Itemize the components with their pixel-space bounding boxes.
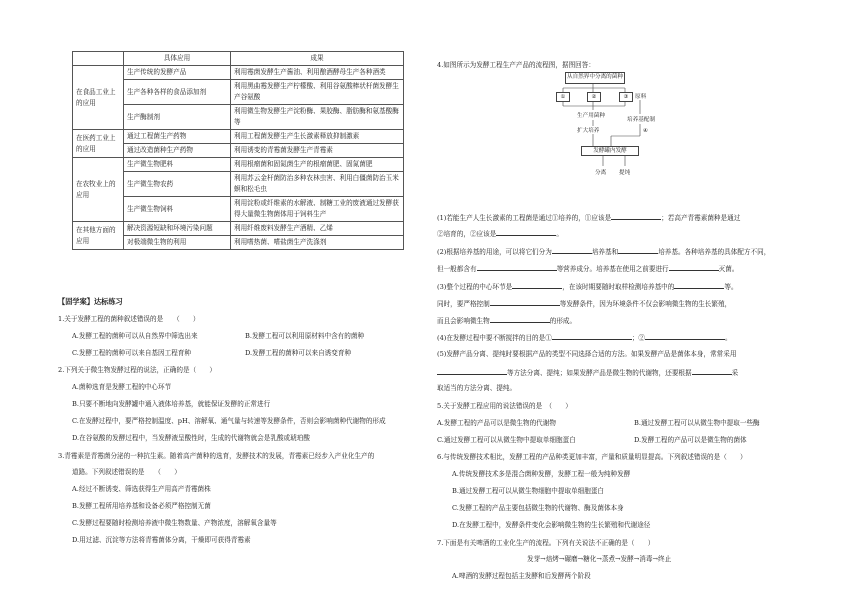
- result-cell: 利用纤维废料发酵生产酒精、乙烯: [231, 222, 404, 236]
- result-cell: 利用霉菌发酵生产酱油、利用酿酒酵母生产各种酒类: [231, 66, 404, 80]
- q4-stem: 4.如图所示为发酵工程生产产品的流程图，据图回答：: [437, 61, 595, 69]
- q4-part2-line1: (2)根据培养基的用途，可以将它们分为 培养基和 培养基。各种培养基的具体配方不同，: [437, 245, 770, 257]
- q6-option-b: B.通过发酵工程可以从微生物细胞中提取单细胞蛋白: [452, 487, 605, 495]
- q3-stem-line1: 3.青霉素是青霉菌分泌的一种抗生素。随着高产菌种的选育，发酵技术的发展，青霉素已经步入产业化生产的: [58, 452, 375, 460]
- app-cell: 生产微生物饲料: [124, 197, 231, 222]
- area-cell: 在医药工业上的应用: [73, 130, 124, 158]
- q4-part2-line2: 但一般都含有 等营养成分。培养基在使用之前要进行 灭菌。: [437, 262, 738, 274]
- q3-stem-line2: 道路。下列叙述错误的是 （ ）: [72, 468, 181, 476]
- q1-option-a: A.发酵工程的菌种可以从自然界中筛选出来: [72, 332, 198, 340]
- flow-label-medium: 培养基配制: [627, 117, 655, 123]
- flow-node-2: ②: [587, 92, 601, 102]
- q7-flow: 发芽→焙烤→碾磨→糖化→蒸煮→发酵→消毒→终止: [527, 555, 672, 563]
- q4-part3-line1: (3)整个过程的中心环节是 ，在该时期要随时取样检测培养基中的 等。: [437, 280, 738, 292]
- q7-stem: 7.下面是有关啤酒的工业化生产的流程。下列有关说法不正确的是（ ）: [437, 539, 655, 547]
- result-cell: 利用嗜热菌、嗜盐菌生产洗涤剂: [231, 236, 404, 250]
- q1-option-b: B.发酵工程可以利用原材料中含有的菌种: [245, 332, 365, 340]
- q5-stem: 5.关于发酵工程应用的说法错误的是 （ ）: [437, 402, 572, 410]
- app-cell: 生产传统的发酵产品: [124, 66, 231, 80]
- q6-stem: 6.与传统发酵技术相比，发酵工程的产品种类更加丰富，产量和质量明显提高。下列叙述错误的是（ ）: [437, 453, 747, 461]
- q5-option-c: C.通过发酵工程可以从微生物中提取单细胞蛋白: [437, 436, 576, 444]
- app-cell: 对极端微生物的利用: [124, 236, 231, 250]
- table-header-row: [73, 52, 404, 66]
- q4-part5-line1: (5)发酵产品分离、提纯时要根据产品的类型不同选择合适的方法。如果发酵产品是菌体本身，常常采用: [437, 350, 737, 358]
- table-row: [73, 66, 404, 80]
- q2-option-c: C.在发酵过程中，要严格控制温度、pH、溶解氧、通气量与转速等发酵条件，否则会影响菌种代谢物的形成: [72, 417, 386, 425]
- q4-part5-line3: 取适当的方法分离、提纯。: [437, 384, 517, 392]
- table-row: [73, 130, 404, 144]
- q6-option-a: A.传统发酵技术多是混合菌种发酵，发酵工程一般为纯种发酵: [452, 470, 631, 478]
- flow-label-raw: 原料: [635, 94, 647, 100]
- result-cell: 利用微生物发酵生产淀粉酶、果胶酶、脂肪酶和氨基酸酶等: [231, 105, 404, 130]
- q4-part4: (4)在发酵过程中要不断搅拌的目的是① ；② 。: [437, 331, 732, 343]
- result-cell: 利用黑曲霉发酵生产柠檬酸、利用谷氨酸棒状杆菌发酵生产谷氨酸: [231, 80, 404, 105]
- app-cell: 通过工程菌生产药物: [124, 130, 231, 144]
- table-header-result: 成果: [231, 52, 404, 66]
- q1-stem: 1.关于发酵工程的菌种叙述错误的是 （ ）: [58, 315, 200, 323]
- q1-option-c: C.发酵工程的菌种可以来自基因工程育种: [72, 349, 191, 357]
- app-cell: 生产微生物农药: [124, 172, 231, 197]
- area-cell: 在食品工业上的应用: [73, 66, 124, 130]
- q6-option-d: D.在发酵工程中，发酵条件变化会影响微生物的生长繁殖和代谢途径: [452, 521, 651, 529]
- q3-option-d: D.用过滤、沉淀等方法将青霉菌体分离，干燥即可获得青霉素: [72, 536, 251, 544]
- result-cell: 利用工程菌发酵生产生长激素释放抑制激素: [231, 130, 404, 144]
- result-cell: 利用苏云金杆菌防治多种农林虫害、利用白僵菌防治玉米螟和松毛虫: [231, 172, 404, 197]
- q5-option-a: A.发酵工程的产品可以是微生物的代谢物: [437, 419, 556, 427]
- flow-top-box: 从自然界中分离的菌种: [565, 72, 625, 84]
- flow-label-production-strain: 生产用菌种: [577, 113, 605, 119]
- flow-label-4: ④: [643, 128, 649, 134]
- app-cell: 生产各种各样的食品添加剂: [124, 80, 231, 105]
- app-cell: 通过改造菌种生产药物: [124, 144, 231, 158]
- q6-option-c: C.发酵工程的产品主要包括微生物的代谢物、酶及菌体本身: [452, 504, 624, 512]
- q4-part1-line1: (1)若能生产人生长激素的工程菌是通过①培养的，①应该是 ；若高产青霉素菌种是通过: [437, 211, 740, 223]
- q3-option-b: B.发酵工程所用培养基和设备必须严格控制无菌: [72, 502, 211, 510]
- q4-part3-line2: 同时，要严格控制 等发酵条件，因为环境条件不仅会影响微生物的生长繁殖，: [437, 297, 731, 309]
- q3-option-c: C.发酵过程要随时检测培养液中微生物数量、产物浓度，溶解氧含量等: [72, 519, 277, 527]
- flow-node-1: ①: [556, 92, 570, 102]
- application-table: [72, 51, 404, 250]
- area-cell: 在其他方面的应用: [73, 222, 124, 250]
- flow-label-separate: 分离: [595, 170, 607, 176]
- area-cell: 在农牧业上的应用: [73, 158, 124, 222]
- q3-option-a: A.经过不断诱变、筛选获得生产用高产青霉菌株: [72, 485, 211, 493]
- result-cell: 利用淀粉或纤维素的水解液、制糖工业的废液通过发酵获得大量微生物菌体用于饲料生产: [231, 197, 404, 222]
- result-cell: 利用根瘤菌和固氮菌生产的根瘤菌肥、固氮菌肥: [231, 158, 404, 172]
- flow-node-3: ③: [619, 92, 633, 102]
- q4-part3-line3: 而且会影响微生物 的形成。: [437, 314, 576, 326]
- table-row: [73, 222, 404, 236]
- result-cell: 利用诱变的青霉菌发酵生产青霉素: [231, 144, 404, 158]
- flowchart-arrows: [555, 70, 695, 180]
- app-cell: 解决资源短缺和环境污染问题: [124, 222, 231, 236]
- fermentation-flowchart: [555, 70, 695, 180]
- table-header-app: 具体应用: [124, 52, 231, 66]
- app-cell: 生产酶制剂: [124, 105, 231, 130]
- q4-part5-line2: 等方法分离、提纯；如果发酵产品是微生物的代谢物，还要根据 采: [437, 366, 738, 378]
- q5-option-d: D.发酵工程的产品可以是微生物的菌体: [634, 436, 747, 444]
- table-row: [73, 158, 404, 172]
- q2-option-d: D.在谷氨酸的发酵过程中，当发酵液呈酸性时，生成的代谢物就会是乳酸或琥珀酸: [72, 434, 310, 442]
- q2-option-a: A.菌种选育是发酵工程的中心环节: [72, 383, 172, 391]
- q5-option-b: B.通过发酵工程可以从微生物中提取一些酶: [634, 419, 760, 427]
- section-title: 【固学案】达标练习: [58, 297, 123, 306]
- flow-label-purify: 提纯: [619, 170, 631, 176]
- q1-option-d: D.发酵工程的菌种可以来自诱变育种: [245, 349, 352, 357]
- app-cell: 生产微生物肥料: [124, 158, 231, 172]
- q2-stem: 2.下列关于微生物发酵过程的说法，正确的是（ ）: [58, 366, 216, 374]
- q2-option-b: B.只要不断地向发酵罐中通入液体培养基，就能保证发酵的正常进行: [72, 400, 271, 408]
- q7-option-a: A.啤酒的发酵过程包括主发酵和后发酵两个阶段: [452, 572, 591, 580]
- q4-part1-line2: ②培育的，②应该是 。: [437, 227, 563, 239]
- flow-label-expand: 扩大培养: [577, 128, 600, 134]
- flow-ferment-box: 发酵罐内发酵: [581, 146, 639, 156]
